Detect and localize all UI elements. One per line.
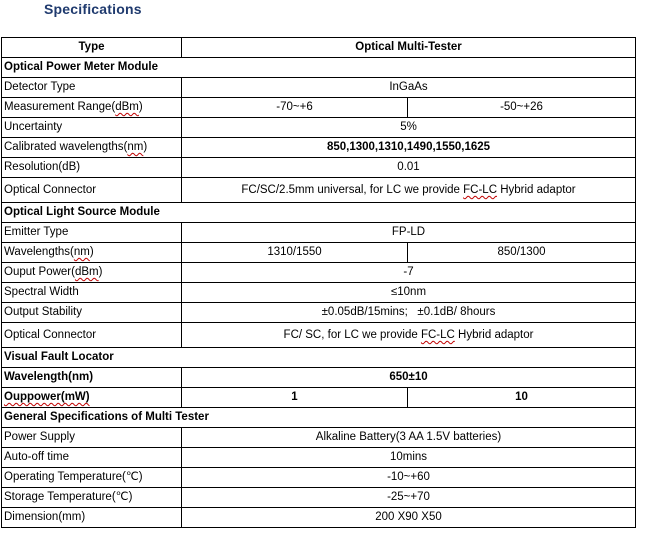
row-label: Auto-off time (2, 448, 182, 468)
table-row-uncertainty (2, 118, 636, 138)
table-row-optical-connector (2, 178, 636, 203)
row-label: Uncertainty (2, 118, 182, 138)
section-row-visual-fault-locator (2, 348, 636, 368)
row-label: Measurement Range(dBm) (2, 98, 182, 118)
table-row-optical-connector (2, 323, 636, 348)
table-row-auto-off-time (2, 448, 636, 468)
table-row-wavelengths (2, 243, 636, 263)
section-row-general (2, 408, 636, 428)
row-label: Storage Temperature(℃) (2, 488, 182, 508)
row-value: Alkaline Battery(3 AA 1.5V batteries) (182, 428, 636, 448)
row-label: Optical Connector (2, 323, 182, 348)
table-row-power-supply (2, 428, 636, 448)
row-value: InGaAs (182, 78, 636, 98)
row-value-right: -50~+26 (408, 98, 636, 118)
row-label: Wavelength(nm) (2, 368, 182, 388)
table-row-spectral-width (2, 283, 636, 303)
section-row-power-meter (2, 58, 636, 78)
section-title: Visual Fault Locator (2, 348, 636, 368)
table-row-operating-temperature (2, 468, 636, 488)
section-title: General Specifications of Multi Tester (2, 408, 636, 428)
section-title: Optical Power Meter Module (2, 58, 636, 78)
table-row-vfl-wavelength (2, 368, 636, 388)
row-value: -25~+70 (182, 488, 636, 508)
row-value: 5% (182, 118, 636, 138)
row-value: 200 X90 X50 (182, 508, 636, 528)
row-value: -10~+60 (182, 468, 636, 488)
table-row-detector-type (2, 78, 636, 98)
table-row-storage-temperature (2, 488, 636, 508)
row-value: 650±10 (182, 368, 636, 388)
row-value: ≤10nm (182, 283, 636, 303)
row-value-left: -70~+6 (182, 98, 408, 118)
table-row-measurement-range (2, 98, 636, 118)
row-label: Ouppower(mW) (2, 388, 182, 408)
table-row-output-stability (2, 303, 636, 323)
page-title: Specifications (44, 1, 142, 17)
table-row-output-power (2, 263, 636, 283)
row-label: Wavelengths(nm) (2, 243, 182, 263)
row-label: Operating Temperature(℃) (2, 468, 182, 488)
table-header-row (2, 38, 636, 58)
row-label: Optical Connector (2, 178, 182, 203)
row-value-left: 1310/1550 (182, 243, 408, 263)
row-label: Output Stability (2, 303, 182, 323)
row-label: Dimension(mm) (2, 508, 182, 528)
table-row-emitter-type (2, 223, 636, 243)
table-row-vfl-output-power (2, 388, 636, 408)
row-value: FC/SC/2.5mm universal, for LC we provide FC-LC Hybrid adaptor (182, 178, 636, 203)
row-label: Spectral Width (2, 283, 182, 303)
row-value: -7 (182, 263, 636, 283)
row-value-right: 10 (408, 388, 636, 408)
row-value-left: 1 (182, 388, 408, 408)
row-value: 850,1300,1310,1490,1550,1625 (182, 138, 636, 158)
header-product: Optical Multi-Tester (182, 38, 636, 58)
row-label: Power Supply (2, 428, 182, 448)
table-row-dimension (2, 508, 636, 528)
header-type: Type (2, 38, 182, 58)
row-label: Detector Type (2, 78, 182, 98)
section-title: Optical Light Source Module (2, 203, 636, 223)
row-label: Ouput Power(dBm) (2, 263, 182, 283)
row-label: Calibrated wavelengths(nm) (2, 138, 182, 158)
row-value: FC/ SC, for LC we provide FC-LC Hybrid adaptor (182, 323, 636, 348)
row-value: 0.01 (182, 158, 636, 178)
specifications-table (1, 37, 636, 528)
row-value: 10mins (182, 448, 636, 468)
row-value: FP-LD (182, 223, 636, 243)
table-row-calibrated-wavelengths (2, 138, 636, 158)
row-value-right: 850/1300 (408, 243, 636, 263)
section-row-light-source (2, 203, 636, 223)
table-row-resolution (2, 158, 636, 178)
row-label: Resolution(dB) (2, 158, 182, 178)
row-value: ±0.05dB/15mins; ±0.1dB/ 8hours (182, 303, 636, 323)
row-label: Emitter Type (2, 223, 182, 243)
